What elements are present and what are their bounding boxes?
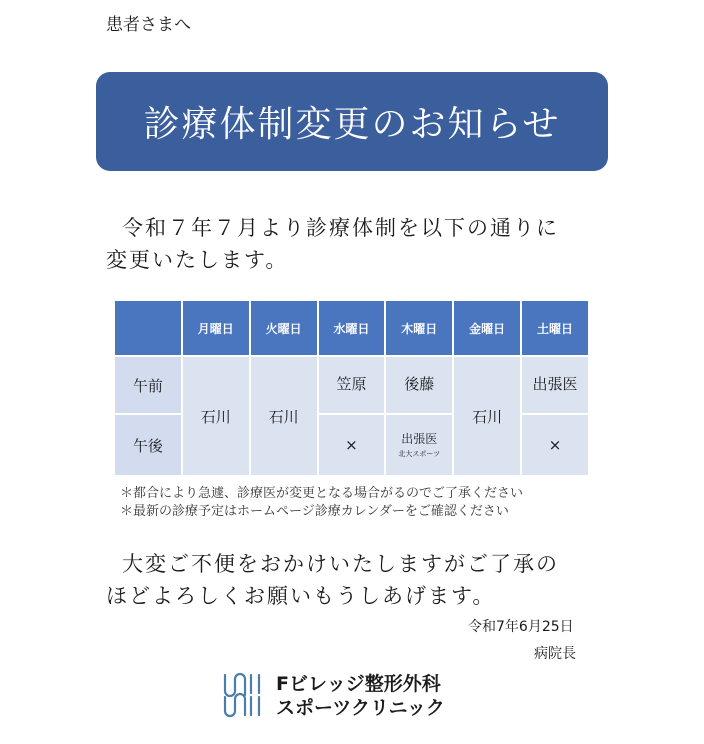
schedule-header-row bbox=[114, 300, 589, 356]
cell-friday: 石川 bbox=[453, 356, 521, 476]
notes bbox=[120, 485, 523, 521]
intro-line-2: 変更いたします。 bbox=[106, 248, 289, 272]
intro-line-1: 令和７年７月より診療体制を以下の通りに bbox=[122, 216, 559, 240]
cell-saturday-pm: × bbox=[521, 414, 589, 476]
note-item: ＊都合により急遽、診療医が変更となる場合がるのでご了承ください bbox=[120, 486, 524, 501]
page-title: 診療体制変更のお知らせ bbox=[143, 104, 561, 145]
clinic-logo-text bbox=[276, 672, 445, 720]
clinic-logo-icon bbox=[221, 671, 265, 719]
visiting-doctor-affiliation: 北大スポーツ bbox=[398, 449, 441, 458]
closing-line-2: ほどよろしくお願いもうしあげます。 bbox=[106, 584, 496, 608]
header-thursday: 木曜日 bbox=[385, 300, 453, 356]
cell-monday: 石川 bbox=[182, 356, 250, 476]
cell-wednesday-am: 笠原 bbox=[318, 356, 386, 414]
header-corner bbox=[114, 300, 182, 356]
note-item: ＊最新の診療予定はホームページ診療カレンダーをご確認ください bbox=[120, 504, 509, 519]
header-tuesday: 火曜日 bbox=[250, 300, 318, 356]
header-wednesday: 水曜日 bbox=[318, 300, 386, 356]
header-friday: 金曜日 bbox=[453, 300, 521, 356]
cell-thursday-pm bbox=[385, 414, 453, 476]
salutation: 患者さまへ bbox=[106, 15, 191, 35]
schedule-row-morning bbox=[114, 356, 589, 414]
schedule-table bbox=[113, 299, 590, 477]
row-label-morning: 午前 bbox=[114, 356, 182, 414]
cell-wednesday-pm: × bbox=[318, 414, 386, 476]
closing-text bbox=[106, 548, 626, 612]
signer: 病院長 bbox=[534, 646, 576, 662]
header-monday: 月曜日 bbox=[182, 300, 250, 356]
closing-line-1: 大変ご不便をおかけいたしますがご了承の bbox=[122, 552, 559, 576]
cell-thursday-am: 後藤 bbox=[385, 356, 453, 414]
intro-text bbox=[106, 212, 606, 276]
cell-tuesday: 石川 bbox=[250, 356, 318, 476]
clinic-name-line-1: Fビレッジ整形外科 bbox=[276, 673, 441, 695]
row-label-afternoon: 午後 bbox=[114, 414, 182, 476]
issue-date: 令和7年6月25日 bbox=[468, 619, 574, 635]
cell-saturday-am: 出張医 bbox=[521, 356, 589, 414]
visiting-doctor-label: 出張医 bbox=[401, 431, 438, 446]
header-saturday: 土曜日 bbox=[521, 300, 589, 356]
clinic-name-line-2: スポーツクリニック bbox=[276, 697, 445, 719]
title-banner bbox=[96, 72, 608, 171]
